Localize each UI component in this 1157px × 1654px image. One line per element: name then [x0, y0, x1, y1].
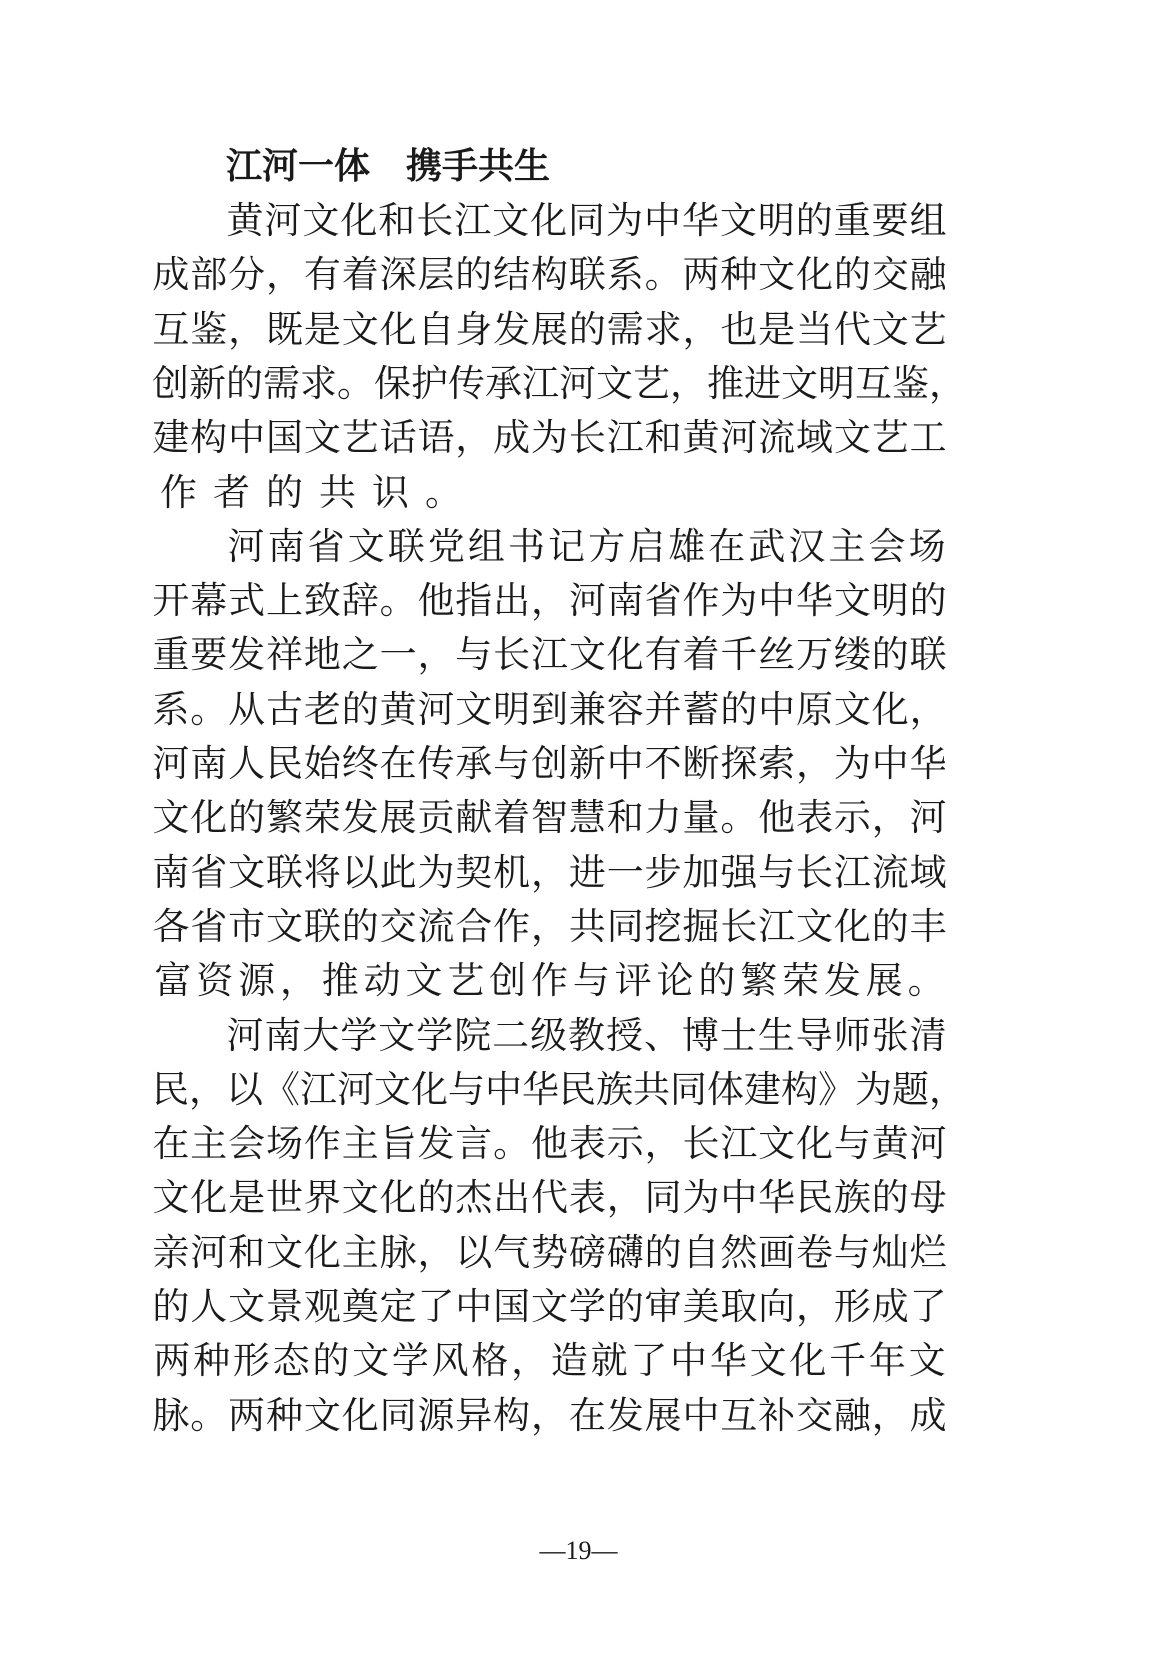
text-line: 建 构 中 国 文 艺 话 语 ， 成 为 长 江 和 黄 河 流 域 文 艺 工 — [152, 416, 947, 459]
text-line: 亲 河 和 文 化 主 脉 ， 以 气 势 磅 礴 的 自 然 画 卷 与 灿 烂 — [152, 1231, 947, 1274]
text-line: 两 种 形 态 的 文 学 风 格 ， 造 就 了 中 华 文 化 千 年 文 — [153, 1339, 946, 1382]
text-line: 文 化 是 世 界 文 化 的 杰 出 代 表 ， 同 为 中 华 民 族 的 母 — [152, 1176, 947, 1219]
text-line: 民 ， 以 《 江 河 文 化 与 中 华 民 族 共 同 体 建 构 》 为 题 ， — [152, 1068, 966, 1111]
text-line: 作 者 的 共 识 。 — [160, 471, 462, 514]
text-line: 脉 。 两 种 文 化 同 源 异 构 ， 在 发 展 中 互 补 交 融 ， 成 — [152, 1394, 947, 1437]
text-line: 的 人 文 景 观 奠 定 了 中 国 文 学 的 审 美 取 向 ， 形 成 了 — [152, 1285, 947, 1328]
text-line: 系 。 从 古 老 的 黄 河 文 明 到 兼 容 并 蓄 的 中 原 文 化 ， — [152, 688, 947, 731]
text-line: 南 省 文 联 将 以 此 为 契 机 ， 进 一 步 加 强 与 长 江 流 域 — [152, 851, 947, 894]
text-line: 河 南 大 学 文 学 院 二 级 教 授 、 博 士 生 导 师 张 清 — [226, 1014, 947, 1057]
text-line: 创 新 的 需 求 。 保 护 传 承 江 河 文 艺 ， 推 进 文 明 互 鉴 ， — [152, 362, 966, 405]
text-line: 开 幕 式 上 致 辞 。 他 指 出 ， 河 南 省 作 为 中 华 文 明 的 — [152, 579, 947, 622]
text-line: 在 主 会 场 作 主 旨 发 言 。 他 表 示 ， 长 江 文 化 与 黄 河 — [152, 1122, 947, 1165]
text-line: 各 省 市 文 联 的 交 流 合 作 ， 共 同 挖 掘 长 江 文 化 的 丰 — [152, 905, 947, 948]
text-line: 河 南 人 民 始 终 在 传 承 与 创 新 中 不 断 探 索 ， 为 中 华 — [152, 742, 947, 785]
text-line: 重 要 发 祥 地 之 一 ， 与 长 江 文 化 有 着 千 丝 万 缕 的 联 — [152, 633, 947, 676]
text-line: 互 鉴 ， 既 是 文 化 自 身 发 展 的 需 求 ， 也 是 当 代 文 艺 — [152, 308, 947, 351]
section-heading: 江河一体 携手共生 — [226, 146, 551, 187]
text-line: 富 资 源 ， 推 动 文 艺 创 作 与 评 论 的 繁 荣 发 展 。 — [154, 959, 945, 1002]
page-number: —19— — [539, 1536, 618, 1565]
text-line: 黄 河 文 化 和 长 江 文 化 同 为 中 华 文 明 的 重 要 组 — [226, 199, 947, 242]
text-line: 成 部 分 ， 有 着 深 层 的 结 构 联 系 。 两 种 文 化 的 交 融 — [152, 253, 947, 296]
text-line: 河 南 省 文 联 党 组 书 记 方 启 雄 在 武 汉 主 会 场 — [227, 525, 946, 568]
text-line: 文 化 的 繁 荣 发 展 贡 献 着 智 慧 和 力 量 。 他 表 示 ， 河 — [152, 796, 947, 839]
